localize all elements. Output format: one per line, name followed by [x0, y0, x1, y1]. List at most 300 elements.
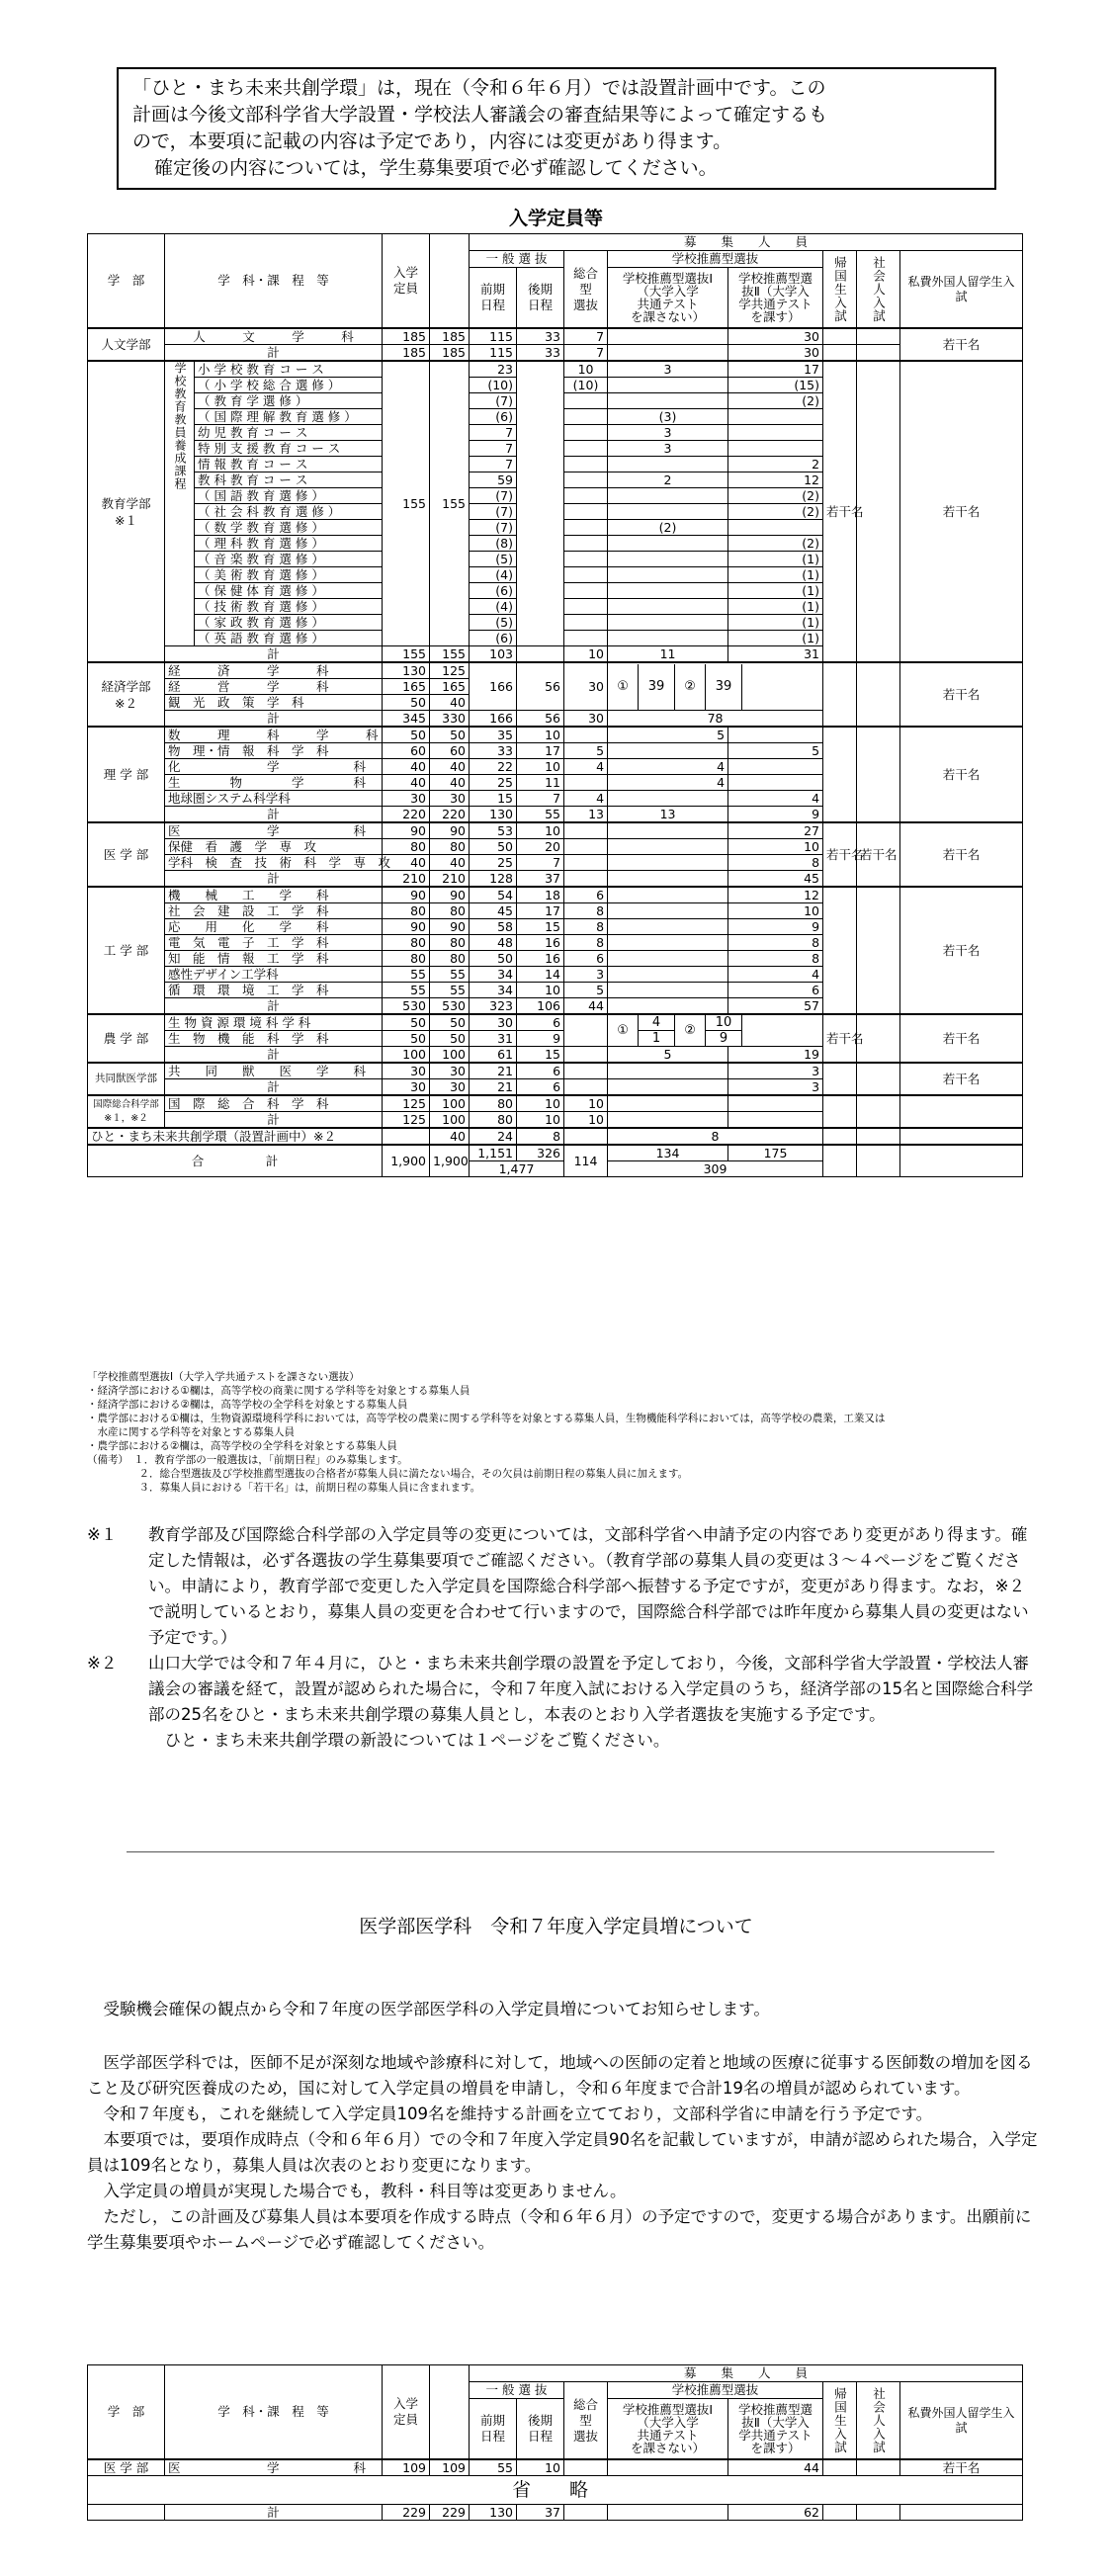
- dept-row: 経 済 学 科: [165, 662, 383, 679]
- cell-sogo: [564, 1047, 608, 1064]
- cell-kikoku: [823, 1145, 857, 1177]
- cell-r2: 19: [728, 1047, 823, 1064]
- cell-late: 7: [517, 791, 564, 807]
- dept-row: 社 会 建 設 工 学 科: [165, 903, 383, 919]
- cell-sogo: [564, 1014, 608, 1047]
- header-late: 後期 日程: [517, 2399, 564, 2460]
- dept-row: 生 物 資 源 環 境 科 学 科: [165, 1014, 383, 1031]
- cell-r1: 11: [608, 646, 728, 663]
- cell-r1: [608, 631, 728, 646]
- cell-kikoku: [823, 887, 857, 1014]
- dept-row: 学科 検 査 技 術 科 学 専 攻: [165, 855, 383, 871]
- cell-rc: 40: [430, 1128, 470, 1145]
- cell-early: 31: [470, 1031, 517, 1047]
- cell-early: 23: [470, 361, 517, 378]
- cell-r1: [608, 822, 728, 839]
- cell-shakaijin: [857, 2505, 900, 2521]
- cell-r1: [608, 743, 728, 759]
- cell-rc: 80: [430, 935, 470, 951]
- cell-sogo: 4: [564, 791, 608, 807]
- cell-cap: 50: [383, 1031, 430, 1047]
- cell-cap: 60: [383, 743, 430, 759]
- cell-r1: [608, 1112, 728, 1129]
- cell-r2: (2): [728, 393, 823, 409]
- cell-r2: [728, 425, 823, 441]
- cell-rec-split: [608, 1014, 823, 1047]
- header-faculty: 学 部: [88, 234, 165, 329]
- cell-rc: 90: [430, 919, 470, 935]
- cell-ryu: 若干名: [900, 887, 1023, 1014]
- cell-r1: [608, 1063, 728, 1079]
- dept-row: 生 物 機 能 科 学 科: [165, 1031, 383, 1047]
- cell-r2: 57: [728, 998, 823, 1015]
- note-line: ・農学部における①欄は，生物資源環境科学科においては，高等学校の農業に関する学科等を対象とする募集人員，生物機能科学科においては，高等学校の農業，工業又は: [87, 1413, 886, 1424]
- cell-r1: (3): [608, 409, 728, 425]
- course-row: （ 教 育 学 選 修 ）: [195, 393, 383, 409]
- cell-r2: (1): [728, 552, 823, 567]
- cell-r1: [608, 839, 728, 855]
- cell-rc: 30: [430, 1063, 470, 1079]
- cell-early: 166: [470, 662, 517, 711]
- dept-row: 医 学 科: [165, 822, 383, 839]
- cell-late: 10: [517, 1095, 564, 1112]
- header-sogo: 総合型 選抜: [564, 251, 608, 329]
- cell-late: 10: [517, 822, 564, 839]
- cell-sogo: 7: [564, 345, 608, 362]
- dept-row: 生 物 学 科: [165, 775, 383, 791]
- note-line: ・経済学部における①欄は，高等学校の商業に関する学科等を対象とする募集人員: [87, 1385, 470, 1397]
- cell-early: 61: [470, 1047, 517, 1064]
- cell-sogo: [564, 2505, 608, 2521]
- cell-r2: (1): [728, 583, 823, 599]
- cell-rec-grand-total: 309: [608, 1161, 823, 1177]
- divider: [127, 1851, 994, 1852]
- cell-sogo: 30: [564, 662, 608, 711]
- course-row: （ 技 術 教 育 選 修 ）: [195, 599, 383, 615]
- cell-rc: 40: [430, 759, 470, 775]
- cell-sogo: [564, 488, 608, 504]
- cell-r1: [608, 583, 728, 599]
- cell-r2: 12: [728, 472, 823, 488]
- cell-shakaijin: [857, 1145, 900, 1177]
- cell-early: 55: [470, 2459, 517, 2476]
- cell-early: 25: [470, 855, 517, 871]
- cell-early: 35: [470, 727, 517, 743]
- cell-late: 10: [517, 759, 564, 775]
- cell-r1: [608, 393, 728, 409]
- dept-row: 共 同 獣 医 学 科: [165, 1063, 383, 1079]
- cell-rc: 165: [430, 679, 470, 695]
- cell-general-total: 1,477: [470, 1161, 564, 1177]
- course-row: （ 理 科 教 育 選 修 ）: [195, 536, 383, 552]
- cell-late: 8: [517, 1128, 564, 1145]
- header-general: 一 般 選 抜: [470, 2382, 564, 2399]
- cell-early: 7: [470, 441, 517, 457]
- cell-r2: [728, 775, 823, 791]
- course-row: （ 小 学 校 総 合 選 修 ）: [195, 378, 383, 393]
- dept-row: 医 学 科: [165, 2459, 383, 2476]
- header-general: 一 般 選 抜: [470, 251, 564, 268]
- cell-r2: [728, 1095, 823, 1112]
- cell-r2: 10: [728, 903, 823, 919]
- cell-late: 10: [517, 983, 564, 998]
- circle-2: ②: [684, 1023, 696, 1038]
- notice-box: [117, 67, 996, 190]
- cell-sogo: 10: [564, 361, 608, 378]
- cell-r2: 2: [728, 457, 823, 472]
- course-row: （ 国 語 教 育 選 修 ）: [195, 488, 383, 504]
- cell-r1: 4: [608, 775, 728, 791]
- cell-rc: 125: [430, 662, 470, 679]
- cell-shakaijin: [857, 887, 900, 1014]
- kome-text: 山口大学では令和７年４月に，ひと・まち未来共創学環の設置を予定しており，今後，文部科学省大学設置・学校法人審議会の審議を経て，設置が認められた場合に，令和７年度入試における入学定員のうち，経済学部の15名と国際総合科学部の25名をひと・まち未来共創学環の募集人員とし，本表のとおり入学者選抜を実施する予定です。: [148, 1654, 1034, 1724]
- course-row: 情 報 教 育 コ ー ス: [195, 457, 383, 472]
- kome-1: [87, 1522, 1036, 1651]
- cell-rc: 80: [430, 951, 470, 967]
- total-label: 計: [165, 1047, 383, 1064]
- cell-cap: 90: [383, 887, 430, 903]
- cell-cap: 40: [383, 855, 430, 871]
- cell-cap: 165: [383, 679, 430, 695]
- notice-line: ので，本要項に記載の内容は予定であり，内容には変更があり得ます。: [132, 130, 732, 152]
- header-dept: 学 科・課 程 等: [165, 2365, 383, 2460]
- cell-rc: 55: [430, 983, 470, 998]
- course-row: （ 保 健 体 育 選 修 ）: [195, 583, 383, 599]
- cell-sogo: 3: [564, 967, 608, 983]
- paragraph: ただし，この計画及び募集人員は本要項を作成する時点（令和６年６月）の予定ですので，変更する場合があります。出願前に学生募集要項やホームページで必ず確認してください。: [87, 2207, 1032, 2252]
- cell-sogo: [564, 631, 608, 646]
- cell-ryu: 若干名: [900, 361, 1023, 662]
- medical-table: [87, 2364, 1023, 2521]
- cell-sogo: [564, 1079, 608, 1096]
- cell-early: 21: [470, 1063, 517, 1079]
- cell-early: (7): [470, 393, 517, 409]
- cell-cap: 125: [383, 1112, 430, 1129]
- course-group: 学校教育教員養成課程: [165, 361, 195, 646]
- cell-rc: 60: [430, 743, 470, 759]
- cell-late: 33: [517, 328, 564, 345]
- cell-r2: 45: [728, 871, 823, 888]
- cell-a1: 4: [639, 1015, 674, 1031]
- total-label: 計: [165, 871, 383, 888]
- cell-r1: 5: [608, 727, 728, 743]
- cell-cap: 55: [383, 983, 430, 998]
- cell-ryu: [900, 1128, 1023, 1145]
- cell-late: 10: [517, 1112, 564, 1129]
- cell-early: 1,151: [470, 1145, 517, 1161]
- note-line: ・経済学部における②欄は，高等学校の全学科を対象とする募集人員: [87, 1399, 408, 1411]
- cell-early: (7): [470, 504, 517, 520]
- cell-early: 25: [470, 775, 517, 791]
- cell-cap: 30: [383, 1063, 430, 1079]
- header-kikoku: 帰国生入試: [823, 2382, 857, 2460]
- dept-row: 知 能 情 報 工 学 科: [165, 951, 383, 967]
- table1-title: 入学定員等: [508, 208, 603, 229]
- header-recruit: 募 集 人 員: [470, 2365, 1023, 2382]
- cell-r2: 8: [728, 951, 823, 967]
- course-row: （ 国 際 理 解 教 育 選 修 ）: [195, 409, 383, 425]
- header-ryugaku: 私費外国人留学生入試: [900, 2382, 1023, 2460]
- cell-ryu: 若干名: [900, 662, 1023, 727]
- cell-sogo: [564, 425, 608, 441]
- cell-sogo: [564, 409, 608, 425]
- section2-intro: [87, 1997, 1041, 2022]
- cell-sogo: 10: [564, 1095, 608, 1112]
- cell-late: 37: [517, 2505, 564, 2521]
- kome-notes: [87, 1522, 1036, 1754]
- cell-r1: [608, 488, 728, 504]
- cell-sogo: 5: [564, 983, 608, 998]
- cell-sogo: [564, 1063, 608, 1079]
- cell-r2: (15): [728, 378, 823, 393]
- cell-r1: [608, 2459, 728, 2476]
- cell-early: 7: [470, 425, 517, 441]
- cell-kikoku: 若干名: [823, 822, 857, 887]
- course-row: 特 別 支 援 教 育 コ ー ス: [195, 441, 383, 457]
- cell-early: 24: [470, 1128, 517, 1145]
- cell-early: (6): [470, 631, 517, 646]
- dept-row: 地球圏システム科学科: [165, 791, 383, 807]
- note-line: （備考） １．教育学部の一般選抜は，「前期日程」のみ募集します。: [87, 1454, 408, 1466]
- cell-r1: 4: [608, 759, 728, 775]
- cell-r2: (1): [728, 567, 823, 583]
- cell-late: 106: [517, 998, 564, 1015]
- header-rec2: 学校推薦型選 抜Ⅱ（大学入 学共通テスト を課す）: [728, 2399, 823, 2460]
- cell-early: 58: [470, 919, 517, 935]
- cell-early: (4): [470, 567, 517, 583]
- cell-early: 48: [470, 935, 517, 951]
- cell-cap: 40: [383, 775, 430, 791]
- header-early: 前期 日程: [470, 268, 517, 329]
- cell-cap: 30: [383, 1079, 430, 1096]
- cell-early: 54: [470, 887, 517, 903]
- cell-rc: 210: [430, 871, 470, 888]
- cell-r2: 62: [728, 2505, 823, 2521]
- cell-ryu: [900, 1145, 1023, 1177]
- cell-shakaijin: [857, 1128, 900, 1145]
- cell-r1: 2: [608, 472, 728, 488]
- cell-r1: [608, 951, 728, 967]
- cell-rc: 50: [430, 1031, 470, 1047]
- cell-r2: [728, 520, 823, 536]
- cell-rc: 80: [430, 903, 470, 919]
- cell-rc: 40: [430, 695, 470, 711]
- cell-r1: [608, 871, 728, 888]
- cell-early: (10): [470, 378, 517, 393]
- note-line: ３．募集人員における「若干名」は，前期日程の募集人員に含まれます。: [87, 1482, 481, 1494]
- cell-rc: 40: [430, 775, 470, 791]
- cell-sogo: [564, 457, 608, 472]
- cell-early: 115: [470, 328, 517, 345]
- cell-late: 56: [517, 662, 564, 711]
- cell-ryu: 若干名: [900, 1063, 1023, 1095]
- cell-rc: 185: [430, 345, 470, 362]
- cell-cap: 80: [383, 951, 430, 967]
- cell-r1: [608, 615, 728, 631]
- cell-r2: 9: [728, 807, 823, 823]
- course-row: （ 家 政 教 育 選 修 ）: [195, 615, 383, 631]
- faculty-juui: 共同獣医学部: [88, 1063, 165, 1095]
- cell-kikoku: [823, 1128, 857, 1145]
- cell-r1: [608, 2505, 728, 2521]
- cell-ryu: [900, 2505, 1023, 2521]
- cell-sogo: 7: [564, 328, 608, 345]
- cell-sogo: 4: [564, 759, 608, 775]
- header-late: 後期 日程: [517, 268, 564, 329]
- cell-r1: [608, 983, 728, 998]
- cell-ryu: 若干名: [900, 822, 1023, 887]
- cell-shakaijin: [857, 1063, 900, 1095]
- cell-cap: 345: [383, 711, 430, 728]
- cell-r1: [608, 791, 728, 807]
- cell-r2: 9: [728, 919, 823, 935]
- cell-r2: 8: [728, 935, 823, 951]
- total-label: 計: [165, 1079, 383, 1096]
- dept-row: 化 学 科: [165, 759, 383, 775]
- cell-kikoku: [823, 2505, 857, 2521]
- cell-r1: 134: [608, 1145, 728, 1161]
- cell-late: 56: [517, 711, 564, 728]
- cell-sogo: 5: [564, 743, 608, 759]
- cell-rc: 100: [430, 1112, 470, 1129]
- cell-rc: 155: [430, 646, 470, 663]
- cell-cap: 530: [383, 998, 430, 1015]
- cell-sogo: 13: [564, 807, 608, 823]
- cell-late: 17: [517, 743, 564, 759]
- cell-late: 16: [517, 951, 564, 967]
- cell-rc: 50: [430, 727, 470, 743]
- cell-cap: 55: [383, 967, 430, 983]
- cell-sogo: [564, 727, 608, 743]
- cell-rc: 100: [430, 1047, 470, 1064]
- dept-row: 電 気 電 子 工 学 科: [165, 935, 383, 951]
- cell-r1: 3: [608, 441, 728, 457]
- cell-sogo: 6: [564, 951, 608, 967]
- header-ryugaku: 私費外国人留学生入試: [900, 251, 1023, 329]
- cell-cap: 90: [383, 919, 430, 935]
- cell-cap: 229: [383, 2505, 430, 2521]
- cell-rc: 109: [430, 2459, 470, 2476]
- cell-sogo: 10: [564, 646, 608, 663]
- cell-late: 37: [517, 871, 564, 888]
- cell-early: 115: [470, 345, 517, 362]
- faculty-jinbun: 人文学部: [88, 328, 165, 361]
- dept-row: 保健 看 護 学 専 攻: [165, 839, 383, 855]
- cell-late: 17: [517, 903, 564, 919]
- cell-r1: [608, 567, 728, 583]
- cell-cap: 50: [383, 1014, 430, 1031]
- kome-mark: ※１: [87, 1525, 118, 1544]
- cell-kikoku: [823, 2459, 857, 2476]
- circle-1: ①: [617, 1023, 629, 1038]
- cell-r2: 175: [728, 1145, 823, 1161]
- cell-kikoku: [823, 345, 857, 362]
- notice-line: 計画は今後文部科学省大学設置・学校法人審議会の審査結果等によって確定するも: [132, 104, 828, 126]
- paragraph: 本要項では，要項作成時点（令和６年６月）での令和７年度入学定員90名を記載していますが，申請が認められた場合，入学定員は109名となり，募集人員は次表のとおり変更になります。: [87, 2130, 1038, 2175]
- cell-cap: 125: [383, 1095, 430, 1112]
- cell-r1: [608, 345, 728, 362]
- cell-ryu: 若干名: [900, 2459, 1023, 2476]
- kome-3: [87, 1728, 1036, 1754]
- cell-r1: [608, 552, 728, 567]
- cell-r2: [728, 441, 823, 457]
- cell-early: 34: [470, 967, 517, 983]
- cell-rc: 40: [430, 855, 470, 871]
- cell-cap: 50: [383, 727, 430, 743]
- cell-r1: [608, 903, 728, 919]
- cell-sogo: [564, 855, 608, 871]
- cell-r2: 17: [728, 361, 823, 378]
- cell-r2: (2): [728, 488, 823, 504]
- cell-early: (4): [470, 599, 517, 615]
- cell-r2: 3: [728, 1079, 823, 1096]
- cell-early: 22: [470, 759, 517, 775]
- header-rec2: 学校推薦型選 抜Ⅱ（大学入 学共通テスト を課す）: [728, 268, 823, 329]
- paragraph: 入学定員の増員が実現した場合でも，教科・科目等は変更ありません。: [103, 2182, 627, 2200]
- cell-sogo: 114: [564, 1145, 608, 1177]
- cell-cap: 30: [383, 791, 430, 807]
- paragraph: 令和７年度も，これを継続して入学定員109名を維持する計画を立てており，文部科学省に申請を行う予定です。: [103, 2104, 933, 2123]
- cell-kikoku: [823, 727, 857, 822]
- cell-late: 11: [517, 775, 564, 791]
- cell-late: 33: [517, 345, 564, 362]
- cell-r1: [608, 919, 728, 935]
- cell-r2: 30: [728, 345, 823, 362]
- cell-shakaijin: [857, 2459, 900, 2476]
- header-rec1: 学校推薦型選抜Ⅰ （大学入学 共通テスト を課さない）: [608, 2399, 728, 2460]
- cell-late: 7: [517, 855, 564, 871]
- omitted-label: 省 略: [88, 2476, 1023, 2505]
- course-row: 教 科 教 育 コ ー ス: [195, 472, 383, 488]
- cell-r1: (2): [608, 520, 728, 536]
- section2-paragraphs: [87, 2050, 1041, 2256]
- cell-late: 16: [517, 935, 564, 951]
- total-label: 計: [165, 807, 383, 823]
- cell-sogo: [564, 839, 608, 855]
- cell-early: 128: [470, 871, 517, 888]
- cell-late: 15: [517, 1047, 564, 1064]
- cell-r2: 4: [728, 791, 823, 807]
- circle-2: ②: [684, 679, 696, 694]
- cell-cap: [383, 1128, 430, 1145]
- total-label: 計: [165, 646, 383, 663]
- course-row: （ 社 会 科 教 育 選 修 ）: [195, 504, 383, 520]
- faculty-kyoiku: 教育学部 ※１: [88, 361, 165, 662]
- cell-early: 7: [470, 457, 517, 472]
- cell-cap: 90: [383, 822, 430, 839]
- cell-r1: [608, 378, 728, 393]
- cell-late: 20: [517, 839, 564, 855]
- total-label: 計: [165, 998, 383, 1015]
- enrollment-table: [87, 233, 1023, 1177]
- cell-r1: 3: [608, 425, 728, 441]
- cell-r1: 5: [608, 1047, 728, 1064]
- kome-text: ひと・まち未来共創学環の新設については１ページをご覧ください。: [164, 1731, 670, 1750]
- cell-early: 34: [470, 983, 517, 998]
- kome-2: [87, 1651, 1036, 1728]
- cell-shakaijin: [857, 345, 900, 362]
- cell-r2: [728, 409, 823, 425]
- cell-early: (5): [470, 552, 517, 567]
- cell-cap: 40: [383, 759, 430, 775]
- header-dept: 学 科・課 程 等: [165, 234, 383, 329]
- cell-cap: 185: [383, 345, 430, 362]
- cell-cap: 80: [383, 839, 430, 855]
- kome-text: 教育学部及び国際総合科学部の入学定員等の変更については，文部科学省へ申請予定の内容であり変更があり得ます。確定した情報は，必ず各選抜の学生募集要項でご確認ください。（教育学部の募集人員の変更は３～４ページをご覧ください。申請により，教育学部で変更した入学定員を国際総合科学部へ振替する予定ですが，変更があり得ます。なお，※２で説明しているとおり，募集人員の変更を合わせて行いますので，国際総合科学部では昨年度から募集人員の変更はない予定です。）: [148, 1525, 1029, 1647]
- cell-r1: [608, 599, 728, 615]
- cell-sogo: [564, 536, 608, 552]
- dept-row: 応 用 化 学 科: [165, 919, 383, 935]
